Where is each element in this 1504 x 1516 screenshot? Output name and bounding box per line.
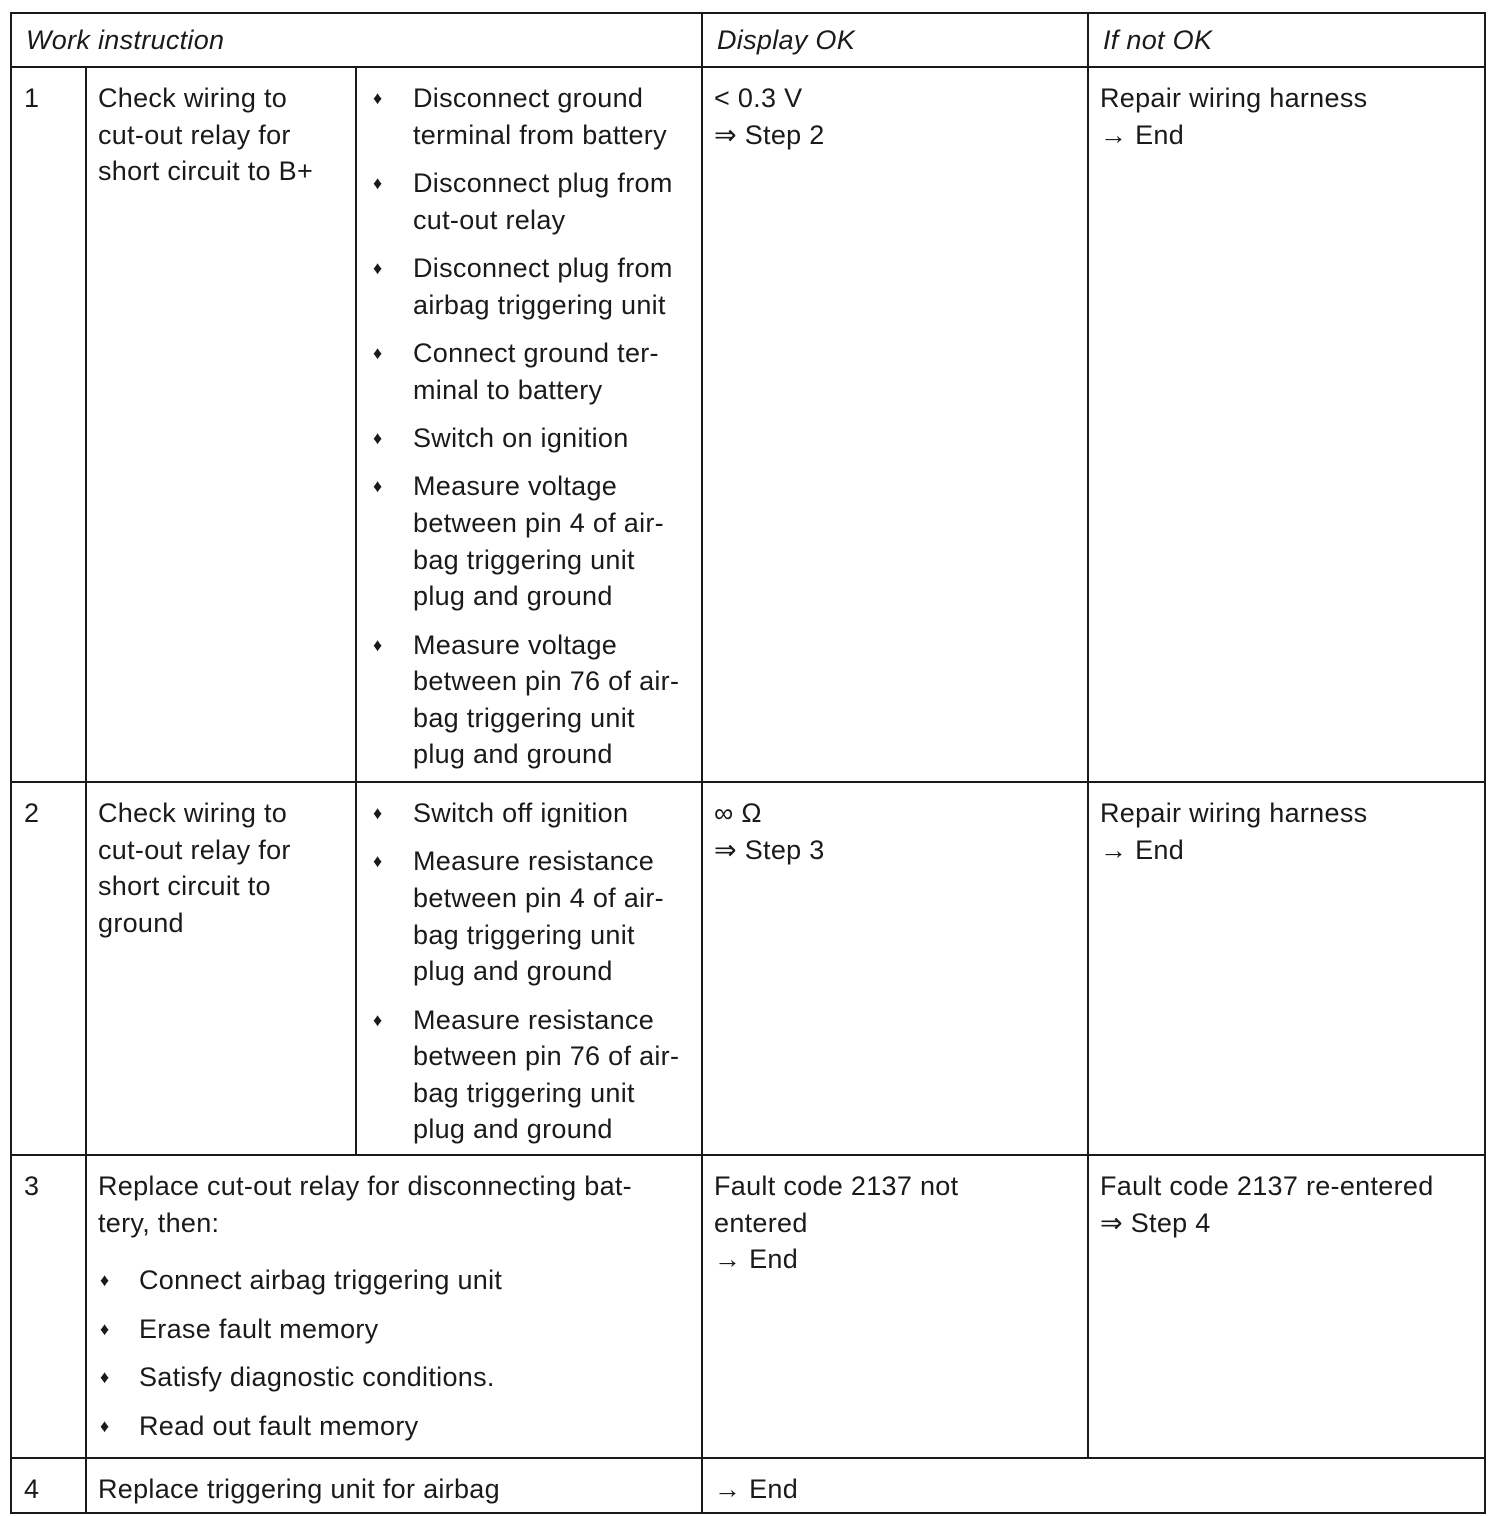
list-item xyxy=(98,1359,693,1396)
diamond-bullet-icon: ♦ xyxy=(373,803,383,823)
list-item-line: between pin 4 of air- xyxy=(413,882,664,913)
diamond-bullet-icon: ♦ xyxy=(373,851,383,872)
list-item xyxy=(371,468,695,614)
list-item-line: bag triggering unit xyxy=(413,544,635,575)
header-row xyxy=(11,13,1485,67)
list-item-line: bag triggering unit xyxy=(413,702,635,733)
step-title-line: Check wiring to xyxy=(98,83,288,113)
list-item xyxy=(371,335,695,408)
display-ok-cell xyxy=(702,1458,1485,1513)
list-item xyxy=(371,1002,695,1148)
diamond-bullet-icon: ♦ xyxy=(100,1318,110,1339)
if-not-ok-line: Repair wiring harness xyxy=(1100,83,1368,113)
header-display-ok: Display OK xyxy=(702,13,1088,67)
display-ok-line: ⇒ Step 3 xyxy=(714,834,825,865)
step-title-line: short circuit to B+ xyxy=(98,156,314,187)
if-not-ok-line: Fault code 2137 re-entered xyxy=(1100,1170,1434,1201)
display-ok-cell xyxy=(702,67,1088,782)
step-title xyxy=(86,1155,702,1458)
list-item xyxy=(371,80,695,153)
list-item-line: Disconnect plug from xyxy=(413,167,673,198)
if-not-ok-cell xyxy=(1088,67,1485,782)
header-if-not-ok: If not OK xyxy=(1088,13,1485,67)
list-item-line: Connect ground ter- xyxy=(413,337,659,368)
step-number: 4 xyxy=(11,1458,86,1513)
list-item-line: plug and ground xyxy=(413,739,613,770)
display-ok-line: → End xyxy=(714,1473,799,1504)
list-item-line: Disconnect ground xyxy=(413,83,644,113)
step-title xyxy=(86,1458,702,1513)
list-item xyxy=(371,165,695,238)
step-title-line: tery, then: xyxy=(98,1207,220,1238)
list-item-line: Measure voltage xyxy=(413,629,618,660)
action-list xyxy=(98,1262,693,1444)
step-title-line: ground xyxy=(98,907,184,938)
diamond-bullet-icon: ♦ xyxy=(100,1367,110,1388)
step-number: 2 xyxy=(11,782,86,1155)
list-item-line: between pin 4 of air- xyxy=(413,507,664,538)
step-number: 1 xyxy=(11,67,86,782)
step-title xyxy=(86,67,356,782)
table-row xyxy=(11,67,1485,782)
step-actions xyxy=(356,782,702,1155)
if-not-ok-line: → End xyxy=(1100,834,1185,865)
diamond-bullet-icon: ♦ xyxy=(373,634,383,655)
step-title-line: Replace cut-out relay for disconnecting bat- xyxy=(98,1170,632,1201)
list-item-line: Switch off ignition xyxy=(413,798,629,828)
list-item-line: between pin 76 of air- xyxy=(413,666,680,697)
table-row xyxy=(11,1155,1485,1458)
list-item-line: Measure resistance xyxy=(413,1004,655,1035)
display-ok-line: < 0.3 V xyxy=(714,83,803,113)
step-number: 3 xyxy=(11,1155,86,1458)
if-not-ok-line: ⇒ Step 4 xyxy=(1100,1207,1211,1238)
action-list xyxy=(371,795,695,1148)
display-ok-line: ∞ Ω xyxy=(714,798,762,828)
if-not-ok-cell xyxy=(1088,782,1485,1155)
list-item-line: Read out fault memory xyxy=(139,1410,419,1441)
diamond-bullet-icon: ♦ xyxy=(100,1415,110,1436)
list-item-line: minal to battery xyxy=(413,374,603,405)
list-item-line: Measure resistance xyxy=(413,846,655,877)
list-item xyxy=(98,1408,693,1445)
step-title xyxy=(86,782,356,1155)
diamond-bullet-icon: ♦ xyxy=(373,476,383,497)
if-not-ok-line: → End xyxy=(1100,119,1185,150)
step-actions xyxy=(356,67,702,782)
diamond-bullet-icon: ♦ xyxy=(100,1270,110,1291)
list-item xyxy=(371,627,695,773)
table-row xyxy=(11,1458,1485,1513)
list-item-line: bag triggering unit xyxy=(413,919,635,950)
diamond-bullet-icon: ♦ xyxy=(373,342,383,363)
list-item xyxy=(371,250,695,323)
header-work-instruction: Work instruction xyxy=(11,13,702,67)
list-item-line: plug and ground xyxy=(413,1114,613,1145)
list-item xyxy=(98,1311,693,1348)
list-item-line: Measure voltage xyxy=(413,471,618,502)
list-item-line: between pin 76 of air- xyxy=(413,1041,680,1072)
list-item-line: Disconnect plug from xyxy=(413,252,673,283)
if-not-ok-line: Repair wiring harness xyxy=(1100,798,1368,828)
list-item-line: Erase fault memory xyxy=(139,1313,379,1344)
list-item-line: plug and ground xyxy=(413,956,613,987)
display-ok-line: Fault code 2137 not xyxy=(714,1170,959,1201)
step-title-line: Replace triggering unit for airbag xyxy=(98,1473,500,1504)
display-ok-line: ⇒ Step 2 xyxy=(714,119,825,150)
display-ok-line: entered xyxy=(714,1207,808,1238)
list-item xyxy=(371,843,695,989)
list-item-line: bag triggering unit xyxy=(413,1077,635,1108)
display-ok-cell xyxy=(702,1155,1088,1458)
if-not-ok-cell xyxy=(1088,1155,1485,1458)
step-title-line: short circuit to xyxy=(98,871,271,902)
list-item-line: Switch on ignition xyxy=(413,422,629,453)
list-item-line: cut-out relay xyxy=(413,204,566,235)
list-item xyxy=(371,420,695,457)
table-row xyxy=(11,782,1485,1155)
step-title-line: cut-out relay for xyxy=(98,834,291,865)
list-item-line: airbag triggering unit xyxy=(413,289,666,320)
list-item xyxy=(98,1262,693,1299)
work-instruction-table xyxy=(10,12,1486,1514)
action-list xyxy=(371,80,695,773)
step-title-line: Check wiring to xyxy=(98,798,288,828)
list-item-line: Satisfy diagnostic conditions. xyxy=(139,1362,495,1393)
list-item-line: plug and ground xyxy=(413,581,613,612)
diamond-bullet-icon: ♦ xyxy=(373,257,383,278)
display-ok-line: → End xyxy=(714,1244,799,1275)
diamond-bullet-icon: ♦ xyxy=(373,88,383,108)
display-ok-cell xyxy=(702,782,1088,1155)
diamond-bullet-icon: ♦ xyxy=(373,427,383,448)
diamond-bullet-icon: ♦ xyxy=(373,1009,383,1030)
diamond-bullet-icon: ♦ xyxy=(373,172,383,193)
list-item xyxy=(371,795,695,832)
list-item-line: terminal from battery xyxy=(413,119,667,150)
list-item-line: Connect airbag triggering unit xyxy=(139,1265,503,1296)
step-title-line: cut-out relay for xyxy=(98,119,291,150)
